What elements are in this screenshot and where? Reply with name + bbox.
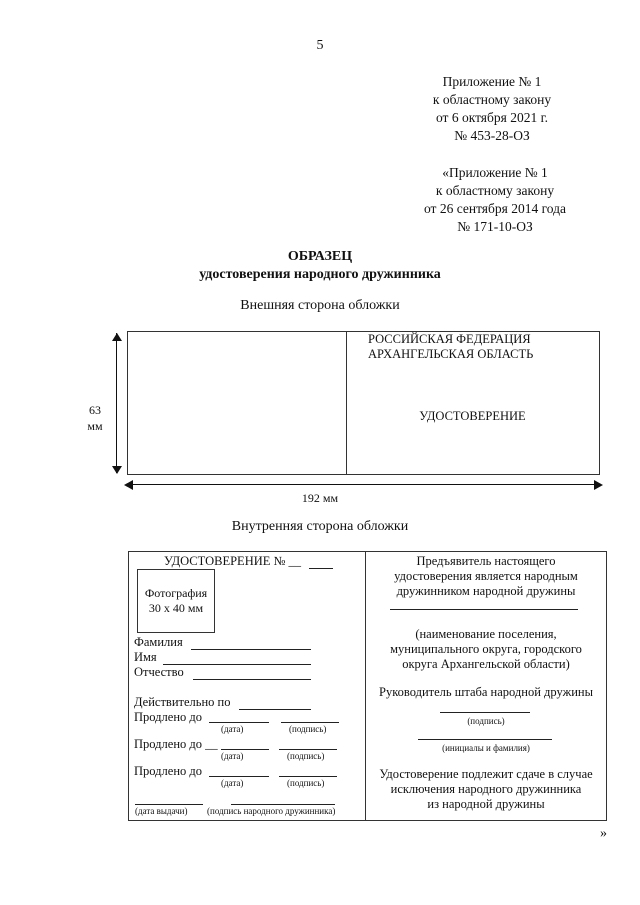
settlement-caption: округа Архангельской области) [402,657,570,671]
appendix-line: «Приложение № 1 [442,165,548,180]
date-caption: (дата) [221,751,244,761]
return-notice: исключения народного дружинника [390,782,582,796]
title-line: ОБРАЗЕЦ [287,249,353,264]
valid-until-line [239,709,311,710]
height-label [82,402,108,434]
extended-date-line-1 [209,722,269,723]
appendix-line: № 171-10-ОЗ [457,219,533,234]
bearer-text: дружинником народной дружины [396,584,576,598]
signature-caption: (подпись) [287,751,325,761]
return-notice: из народной дружины [427,797,545,811]
date-caption: (дата) [221,724,244,734]
name-line [163,664,311,665]
height-dimension-line [116,333,117,473]
issue-date-caption: (дата выдачи) [135,806,188,816]
cert-number-line [309,568,333,569]
inner-cover-box [128,551,607,821]
appendix-line: от 6 октября 2021 г. [435,110,548,125]
arrow-right-icon [594,480,603,490]
extended-date-line-3 [209,776,269,777]
bearer-text: удостоверения является народным [394,569,578,583]
patronymic-line [193,679,311,680]
head-initials-caption: (инициалы и фамилия) [442,743,530,753]
head-signature-caption: (подпись) [467,716,505,726]
photo-label: Фотография [144,586,208,600]
squad-name-line [390,609,578,610]
width-dimension-line [128,484,598,485]
cover-divider [346,332,347,474]
appendix-new-law [412,73,572,145]
appendix-line: № 453-28-ОЗ [454,128,530,143]
arrow-down-icon [112,466,122,474]
settlement-caption: муниципального округа, городского [390,642,582,656]
region-line: РОССИЙСКАЯ ФЕДЕРАЦИЯ [368,332,531,346]
inner-right-page [366,552,606,820]
outer-cover-region [368,332,533,362]
appendix-line: к областному закону [432,92,552,107]
bearer-text: Предъявитель настоящего [416,554,556,568]
surname-line [191,649,311,650]
headquarters-head-label: Руководитель штаба народной дружины [379,685,593,699]
appendix-line: Приложение № 1 [442,74,542,89]
outer-cover-box [127,331,600,475]
extended-label-2: Продлено до __ [134,737,218,751]
head-initials-line [418,739,552,740]
closing-quote: » [600,826,607,841]
settlement-caption: (наименование поселения, [415,627,557,641]
document-title [0,248,640,284]
signature-caption: (подпись) [289,724,327,734]
name-label: Имя [134,650,157,664]
valid-until-label: Действительно по [134,695,231,709]
appendix-line: от 26 сентября 2014 года [423,201,567,216]
holder-signature-caption: (подпись народного дружинника) [207,806,336,816]
inner-cover-heading: Внутренняя сторона обложки [231,519,409,534]
extended-sign-line-3 [279,776,337,777]
extended-sign-line-1 [281,722,339,723]
arrow-left-icon [124,480,133,490]
signature-caption: (подпись) [287,778,325,788]
head-signature-line [440,712,530,713]
title-line: удостоверения народного дружинника [199,267,441,282]
height-value: 63 [89,403,101,417]
region-line: АРХАНГЕЛЬСКАЯ ОБЛАСТЬ [368,347,534,361]
height-unit: мм [87,419,103,433]
outer-cover-heading: Внешняя сторона обложки [240,298,400,313]
return-notice: Удостоверение подлежит сдаче в случае [379,767,593,781]
extended-label-1: Продлено до [134,710,202,724]
appendix-line: к областному закону [435,183,555,198]
page-number: 5 [316,38,324,53]
inner-left-page [129,552,365,820]
extended-date-line-2 [221,749,269,750]
patronymic-label: Отчество [134,665,184,679]
photo-placeholder [137,569,215,633]
cert-number: УДОСТОВЕРЕНИЕ № __ [164,554,302,568]
outer-cover-cert-title: УДОСТОВЕРЕНИЕ [419,409,526,423]
width-label: 192 мм [301,491,339,505]
holder-signature-line [231,804,335,805]
photo-size: 30 х 40 мм [148,601,204,615]
issue-date-line [135,804,203,805]
extended-sign-line-2 [279,749,337,750]
appendix-old-law [410,164,580,236]
extended-label-3: Продлено до [134,764,202,778]
date-caption: (дата) [221,778,244,788]
arrow-up-icon [112,333,122,341]
surname-label: Фамилия [134,635,183,649]
